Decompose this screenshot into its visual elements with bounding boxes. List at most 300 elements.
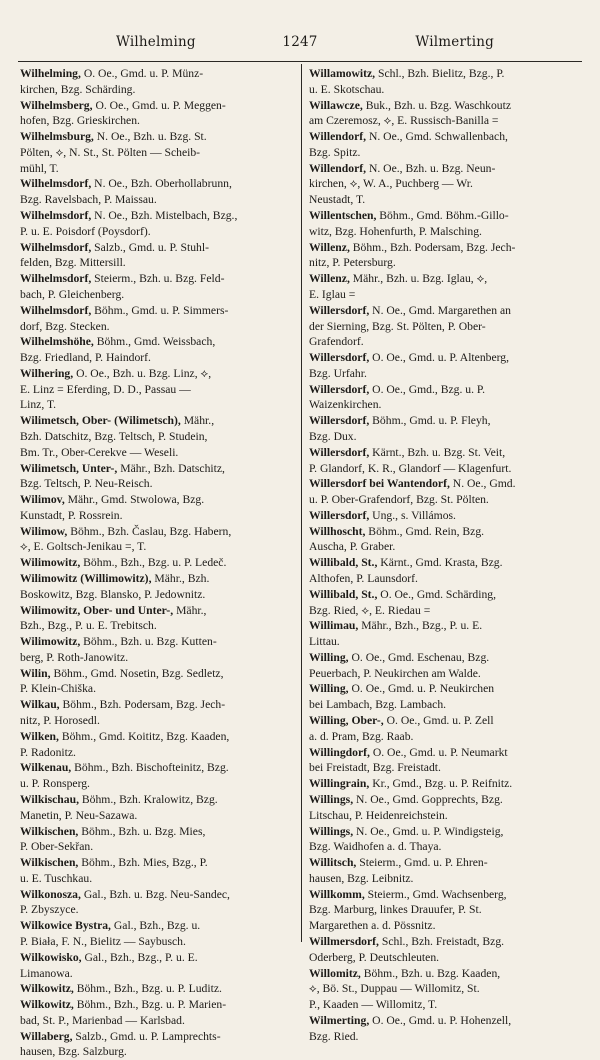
header-left-keyword: Wilhelming <box>116 34 196 50</box>
entry-first-line <box>309 887 585 903</box>
entry-first-line <box>20 208 296 224</box>
place-name: Willkomm, <box>309 887 365 901</box>
entry-first-line <box>309 824 585 840</box>
entry <box>309 413 585 445</box>
entry-line: Bzg. Teltsch, P. Neu-Reisch. <box>20 477 153 491</box>
entry-first-line <box>20 524 296 540</box>
entry-line: Mähr., Bzh. <box>151 572 210 585</box>
place-name: Willersdorf, <box>309 445 370 459</box>
entry-first-line <box>20 824 296 840</box>
entry-line: berg, P. Roth-Janowitz. <box>20 650 129 664</box>
entry-line: Böhm., Gmd. u. P. Simmers- <box>91 303 229 317</box>
place-name: Wilhelmsdorf, <box>20 209 92 223</box>
entry <box>20 887 296 919</box>
entry <box>20 792 296 824</box>
entry <box>309 934 585 966</box>
entry-line: Schl., Bzh. Freistadt, Bzg. <box>378 934 505 948</box>
place-name: Wilhelmshöhe, <box>20 335 94 349</box>
left-column <box>20 66 296 1060</box>
entry-first-line <box>309 476 585 492</box>
entry-first-line <box>309 966 585 982</box>
entry-first-line <box>309 240 585 256</box>
entry-line: Gal., Bzh., Bzg., P. u. E. <box>81 950 198 964</box>
entry-line: Böhm., Bzh. u. Bzg. Mies, <box>78 824 206 838</box>
entry-line: Pölten, ⟡, N. St., St. Pölten — Scheib- <box>20 145 201 159</box>
entry-first-line <box>20 666 296 682</box>
place-name: Willimau, <box>309 619 359 633</box>
entry-first-line <box>309 776 585 792</box>
entry-line: Bzg. Urfahr. <box>309 366 367 380</box>
entry <box>20 334 296 366</box>
place-name: Wilken, <box>20 729 59 743</box>
entry-line: Bzh., Bzg., P. u. E. Trebitsch. <box>20 619 157 633</box>
entry-line: O. Oe., Gmd. u. P. Neukirchen <box>348 682 495 696</box>
entry <box>309 681 585 713</box>
running-header <box>18 34 582 56</box>
entry-line: dorf, Bzg. Stecken. <box>20 319 110 333</box>
place-name: Willibald, St., <box>309 556 378 570</box>
entry-line: P. Radonitz. <box>20 745 76 759</box>
place-name: Wilhelmsberg, <box>20 98 93 112</box>
entry-line: N. Oe., Bzh. Mistelbach, Bzg., <box>91 209 238 223</box>
entry-first-line <box>309 303 585 319</box>
place-name: Wilhering, <box>20 366 74 380</box>
entry <box>309 476 585 508</box>
entry-first-line <box>309 1013 585 1029</box>
entry-line: Mähr., Bzh., Bzg., P. u. E. <box>358 619 483 633</box>
entry-line: bei Freistadt, Bzg. Freistadt. <box>309 761 441 775</box>
entry-first-line <box>20 603 296 619</box>
entry-line: Oderberg, P. Deutschleuten. <box>309 950 440 964</box>
place-name: Willersdorf, <box>309 414 370 428</box>
place-name: Wilimowitz, Ober- und Unter-, <box>20 603 174 617</box>
place-name: Wilhelmsdorf, <box>20 303 92 317</box>
entry-first-line <box>309 713 585 729</box>
entry-first-line <box>20 571 296 587</box>
entry-line: Kunstadt, P. Rossrein. <box>20 508 123 522</box>
entry-line: Bzg. Spitz. <box>309 145 361 159</box>
entry-line: N. Oe., Gmd. u. P. Windigsteig, <box>353 824 504 838</box>
entry-line: Bzg. Ried, ⟡, E. Riedau = <box>309 603 431 617</box>
place-name: Willing, <box>309 682 349 696</box>
entry-line: Linz, T. <box>20 398 57 412</box>
entry-first-line <box>309 508 585 524</box>
entry-line: hausen, Bzg. Salzburg. <box>20 1045 127 1059</box>
entry <box>309 98 585 130</box>
entry-line: Bzh. Datschitz, Bzg. Teltsch, P. Studein, <box>20 429 208 443</box>
entry-line: am Czeremosz, ⟡, E. Russisch-Banilla = <box>309 114 499 128</box>
place-name: Willersdorf, <box>309 508 370 522</box>
entry-line: Mähr., <box>180 414 215 428</box>
entry <box>20 98 296 130</box>
entry-line: O. Oe., Gmd. u. P. Hohenzell, <box>369 1013 512 1027</box>
entry-line: Böhm., Gmd. Weissbach, <box>93 335 216 349</box>
entry-line: Ung., s. Villámos. <box>369 508 456 522</box>
place-name: Willings, <box>309 824 354 838</box>
entry-line: Böhm., Bzh. u. Bzg. Kutten- <box>80 635 217 649</box>
entry-line: N. Oe., Gmd. <box>449 477 516 491</box>
place-name: Willamowitz, <box>309 67 376 80</box>
place-name: Willing, <box>309 650 349 664</box>
place-name: Wilin, <box>20 666 51 680</box>
entry-line: u. E. Skotschau. <box>309 82 385 96</box>
entry-line: O. Oe., Gmd. u. P. Altenberg, <box>369 351 510 365</box>
entry-first-line <box>20 981 296 997</box>
entry-first-line <box>309 129 585 145</box>
entry <box>20 461 296 493</box>
place-name: Wilkowice Bystra, <box>20 919 111 933</box>
entry-line: Böhm., Bzh., Bzg. u. P. Luditz. <box>73 982 222 996</box>
entry-line: P. Ober-Sekřan. <box>20 840 94 854</box>
entry-line: Auscha, P. Graber. <box>309 540 396 554</box>
entry-line: nitz, P. Petersburg. <box>309 256 396 270</box>
entry-line: O. Oe., Gmd., Bzg. u. P. <box>369 382 486 396</box>
entry-line: ⟡, Bö. St., Duppau — Willomitz, St. <box>309 982 480 996</box>
entry <box>20 129 296 176</box>
entry-line: O. Oe., Gmd. u. P. Zell <box>383 714 494 728</box>
place-name: Willibald, St., <box>309 587 378 601</box>
place-name: Wilkau, <box>20 698 60 712</box>
entry-first-line <box>20 334 296 350</box>
entry <box>20 997 296 1029</box>
place-name: Wilkowitz, <box>20 982 74 996</box>
entry-line: Schl., Bzh. Bielitz, Bzg., P. <box>375 67 505 80</box>
entry-first-line <box>20 176 296 192</box>
entry-line: der Sierning, Bzg. St. Pölten, P. Ober- <box>309 319 486 333</box>
entry-line: N. Oe., Gmd. Margarethen an <box>369 303 511 317</box>
place-name: Willings, <box>309 792 354 806</box>
entry-first-line <box>309 524 585 540</box>
entry-line: felden, Bzg. Mittersill. <box>20 256 126 270</box>
entry <box>20 824 296 856</box>
entry-line: a. d. Pram, Bzg. Raab. <box>309 729 414 743</box>
entry-first-line <box>309 350 585 366</box>
entry <box>309 587 585 619</box>
entry-line: N. Oe., Bzh. u. Bzg. Neun- <box>366 161 496 175</box>
entry <box>20 240 296 272</box>
place-name: Willenz, <box>309 272 350 286</box>
entry <box>309 713 585 745</box>
entry-line: P. Glandorf, K. R., Glandorf — Klagenfurt. <box>309 461 512 475</box>
entry-line: nitz, P. Horosedl. <box>20 714 100 728</box>
entry-first-line <box>309 934 585 950</box>
entry-first-line <box>20 366 296 382</box>
entry <box>309 824 585 856</box>
entry-line: Steierm., Gmd. Wachsenberg, <box>364 887 507 901</box>
place-name: Wilhelmsdorf, <box>20 272 92 286</box>
entry-line: Böhm., Bzh., Bzg. u. P. Marien- <box>73 998 227 1012</box>
entry <box>309 66 585 98</box>
entry-line: Althofen, P. Launsdorf. <box>309 572 418 585</box>
right-column <box>309 66 585 1044</box>
entry <box>20 492 296 524</box>
place-name: Willentschen, <box>309 209 377 223</box>
entry-line: E. Linz = Eferding, D. D., Passau — <box>20 382 191 396</box>
entry <box>20 603 296 635</box>
entry <box>20 918 296 950</box>
place-name: Wilimowitz, <box>20 635 81 649</box>
place-name: Wilkischau, <box>20 792 79 806</box>
entry-line: O. Oe., Gmd. u. P. Münz- <box>80 67 204 80</box>
entry-first-line <box>309 161 585 177</box>
entry-line: Gal., Bzh., Bzg. u. <box>110 919 201 933</box>
entry <box>20 571 296 603</box>
entry-line: Böhm., Bzh. Podersam, Bzg. Jech- <box>349 240 516 254</box>
entry-line: Mähr., Bzh. u. Bzg. Iglau, ⟡, <box>349 272 488 286</box>
entry-first-line <box>309 555 585 571</box>
entry-line: Bzg. Marburg, linkes Drauufer, P. St. <box>309 903 482 917</box>
place-name: Wilimetsch, Unter-, <box>20 461 118 475</box>
entry-line: E. Iglau = <box>309 287 356 301</box>
place-name: Willingrain, <box>309 777 370 791</box>
place-name: Wilhelmsburg, <box>20 130 94 144</box>
entry-line: kirchen, ⟡, W. A., Puchberg — Wr. <box>309 177 473 191</box>
entry <box>309 271 585 303</box>
entry <box>309 1013 585 1045</box>
entry-line: Böhm., Gmd. Nosetin, Bzg. Sedletz, <box>50 666 224 680</box>
entry <box>20 208 296 240</box>
entry-line: Bzg. Waidhofen a. d. Thaya. <box>309 840 442 854</box>
entry-line: hausen, Bzg. Leibnitz. <box>309 871 414 885</box>
entry-line: Steierm., Gmd. u. P. Ehren- <box>356 856 488 870</box>
entry <box>309 855 585 887</box>
entry-line: Buk., Bzh. u. Bzg. Waschkoutz <box>362 98 511 112</box>
entry-line: Boskowitz, Bzg. Blansko, P. Jedownitz. <box>20 587 206 601</box>
entry-line: Kärnt., Bzh. u. Bzg. St. Veit, <box>369 445 506 459</box>
entry-first-line <box>309 855 585 871</box>
place-name: Wilimowitz (Willimowitz), <box>20 572 152 585</box>
entry-line: Gal., Bzh. u. Bzg. Neu-Sandec, <box>80 887 230 901</box>
entry-first-line <box>20 697 296 713</box>
entry <box>309 508 585 524</box>
entry <box>20 366 296 413</box>
place-name: Wilhelmsdorf, <box>20 240 92 254</box>
entry-first-line <box>20 98 296 114</box>
entry-line: Böhm., Bzh., Bzg. u. P. Ledeč. <box>80 556 227 570</box>
entry-first-line <box>20 129 296 145</box>
place-name: Willing, Ober-, <box>309 714 384 728</box>
entry <box>20 950 296 982</box>
place-name: Wilkischen, <box>20 856 79 870</box>
entry-line: Böhm., Bzh. Podersam, Bzg. Jech- <box>59 698 226 712</box>
entry-line: Bm. Tr., Ober-Cerekve — Weseli. <box>20 445 179 459</box>
entry-line: Neustadt, T. <box>309 193 366 207</box>
entry-line: bach, P. Gleichenberg. <box>20 287 125 301</box>
entry <box>309 618 585 650</box>
entry-first-line <box>20 240 296 256</box>
place-name: Willitsch, <box>309 856 357 870</box>
entry <box>309 445 585 477</box>
entry-line: N. Oe., Bzh. u. Bzg. St. <box>93 130 207 144</box>
entry-line: O. Oe., Gmd. Eschenau, Bzg. <box>348 650 490 664</box>
place-name: Willingdorf, <box>309 745 370 759</box>
entry-first-line <box>309 445 585 461</box>
place-name: Wilmerting, <box>309 1013 370 1027</box>
place-name: Wilkenau, <box>20 761 72 775</box>
entry-line: Limanowa. <box>20 966 73 980</box>
entry-line: mühl, T. <box>20 161 59 175</box>
entry-line: Litschau, P. Heidenreichstein. <box>309 808 448 822</box>
place-name: Wilhelming, <box>20 67 81 80</box>
entry-line: O. Oe., Gmd. u. P. Meggen- <box>92 98 226 112</box>
entry-line: Grafendorf. <box>309 335 364 349</box>
entry-line: Böhm., Bzh. Časlau, Bzg. Habern, <box>67 524 232 538</box>
entry <box>20 634 296 666</box>
entry-first-line <box>309 792 585 808</box>
entry-line: Böhm., Gmd. Rein, Bzg. <box>365 524 485 538</box>
entry-first-line <box>20 950 296 966</box>
entry-first-line <box>20 729 296 745</box>
place-name: Willersdorf, <box>309 303 370 317</box>
entry-line: P. Klein-Chiška. <box>20 682 96 696</box>
place-name: Wilimowitz, <box>20 556 81 570</box>
entry-first-line <box>20 1029 296 1045</box>
column-divider <box>301 64 302 942</box>
entry-first-line <box>309 745 585 761</box>
entry-line: Bzg. Ravelsbach, P. Maissau. <box>20 193 157 207</box>
entry <box>309 382 585 414</box>
entry-line: Steierm., Bzh. u. Bzg. Feld- <box>91 272 225 286</box>
entry <box>309 776 585 792</box>
entry <box>20 524 296 556</box>
entry <box>20 555 296 571</box>
entry-first-line <box>309 271 585 287</box>
entry-line: O. Oe., Gmd. Schärding, <box>377 587 497 601</box>
entry-first-line <box>309 382 585 398</box>
place-name: Willersdorf bei Wantendorf, <box>309 477 450 491</box>
entry-line: Böhm., Gmd. Koititz, Bzg. Kaaden, <box>58 729 230 743</box>
entry <box>309 161 585 208</box>
entry <box>20 697 296 729</box>
page-number: 1247 <box>282 34 318 50</box>
place-name: Willersdorf, <box>309 382 370 396</box>
entry <box>20 729 296 761</box>
place-name: Willenz, <box>309 240 350 254</box>
entry-line: bad, St. P., Marienbad — Karlsbad. <box>20 1013 185 1027</box>
entry <box>20 66 296 98</box>
entry-first-line <box>309 98 585 114</box>
entry <box>309 240 585 272</box>
entry-line: N. Oe., Gmd. Gopprechts, Bzg. <box>353 792 503 806</box>
place-name: Willhoscht, <box>309 524 366 538</box>
place-name: Willmersdorf, <box>309 934 379 948</box>
entry <box>309 129 585 161</box>
entry-first-line <box>20 271 296 287</box>
entry-first-line <box>20 855 296 871</box>
place-name: Wilkischen, <box>20 824 79 838</box>
entry-first-line <box>20 997 296 1013</box>
place-name: Wilkonosza, <box>20 887 81 901</box>
entry-line: Peuerbach, P. Neukirchen am Walde. <box>309 666 481 680</box>
entry-first-line <box>309 587 585 603</box>
entry-line: Kr., Gmd., Bzg. u. P. Reifnitz. <box>369 777 513 791</box>
entry <box>309 350 585 382</box>
header-rule <box>18 61 582 62</box>
entry-line: u. P. Ronsperg. <box>20 777 90 791</box>
entry-first-line <box>309 618 585 634</box>
entry-first-line <box>20 918 296 934</box>
place-name: Wilimov, <box>20 493 65 507</box>
entry-line: P. Biała, F. N., Bielitz — Saybusch. <box>20 934 186 948</box>
entry-line: Böhm., Bzh. Bischofteinitz, Bzg. <box>71 761 229 775</box>
entry-line: Littau. <box>309 635 340 649</box>
entry-line: Böhm., Bzh. u. Bzg. Kaaden, <box>360 966 501 980</box>
entry-first-line <box>20 66 296 82</box>
entry-line: Salzb., Gmd. u. P. Stuhl- <box>91 240 209 254</box>
entry <box>309 792 585 824</box>
header-right-keyword: Wilmerting <box>415 34 494 50</box>
entry-line: kirchen, Bzg. Schärding. <box>20 82 136 96</box>
entry-line: P. Zbyszyce. <box>20 903 79 917</box>
entry-line: Mähr., Bzh. Datschitz, <box>117 461 225 475</box>
entry-line: u. E. Tuschkau. <box>20 871 93 885</box>
place-name: Willawcze, <box>309 98 363 112</box>
entry <box>20 760 296 792</box>
entry-first-line <box>20 413 296 429</box>
entry <box>309 555 585 587</box>
entry-first-line <box>20 555 296 571</box>
entry-line: Bzg. Friedland, P. Haindorf. <box>20 351 151 365</box>
entry-line: witz, Bzg. Hohenfurth, P. Malsching. <box>309 224 482 238</box>
entry-line: Mähr., <box>173 603 207 617</box>
entry <box>309 745 585 777</box>
entry <box>20 1029 296 1060</box>
place-name: Willendorf, <box>309 161 367 175</box>
entry-first-line <box>309 650 585 666</box>
entry <box>20 855 296 887</box>
entry-line: hofen, Bzg. Grieskirchen. <box>20 114 140 128</box>
entry <box>309 524 585 556</box>
entry <box>20 271 296 303</box>
entry-first-line <box>309 208 585 224</box>
entry-line: Kärnt., Gmd. Krasta, Bzg. <box>377 556 503 570</box>
entry-first-line <box>309 413 585 429</box>
entry-line: Salzb., Gmd. u. P. Lamprechts- <box>72 1029 221 1043</box>
entry-line: O. Oe., Gmd. u. P. Neumarkt <box>369 745 508 759</box>
place-name: Wilhelmsdorf, <box>20 177 92 191</box>
entry-line: P. u. E. Poisdorf (Poysdorf). <box>20 224 151 238</box>
entry-first-line <box>20 461 296 477</box>
place-name: Willaberg, <box>20 1029 73 1043</box>
entry <box>20 666 296 698</box>
entry-first-line <box>20 792 296 808</box>
entry-first-line <box>20 492 296 508</box>
entry-line: bei Lambach, Bzg. Lambach. <box>309 698 447 712</box>
entry-line: ⟡, E. Goltsch-Jenikau =, T. <box>20 540 147 554</box>
entry-first-line <box>309 66 585 82</box>
entry-first-line <box>20 634 296 650</box>
entry-line: Böhm., Gmd. Böhm.-Gillo- <box>376 209 509 223</box>
entry-first-line <box>20 760 296 776</box>
entry <box>309 303 585 350</box>
entry <box>309 650 585 682</box>
entry-line: u. P. Ober-Grafendorf, Bzg. St. Pölten. <box>309 493 489 507</box>
entry <box>309 208 585 240</box>
entry <box>20 303 296 335</box>
entry <box>20 981 296 997</box>
entry <box>20 413 296 460</box>
entry-line: O. Oe., Bzh. u. Bzg. Linz, ⟡, <box>73 366 212 380</box>
place-name: Wilkowisko, <box>20 950 82 964</box>
entry-line: Bzg. Dux. <box>309 429 357 443</box>
entry-line: N. Oe., Gmd. Schwallenbach, <box>366 130 508 144</box>
entry-first-line <box>309 681 585 697</box>
place-name: Wilimetsch, Ober- (Wilimetsch), <box>20 414 181 428</box>
place-name: Wilkowitz, <box>20 998 74 1012</box>
place-name: Willomitz, <box>309 966 361 980</box>
entry-line: Böhm., Bzh. Mies, Bzg., P. <box>78 856 208 870</box>
place-name: Wilimow, <box>20 524 68 538</box>
